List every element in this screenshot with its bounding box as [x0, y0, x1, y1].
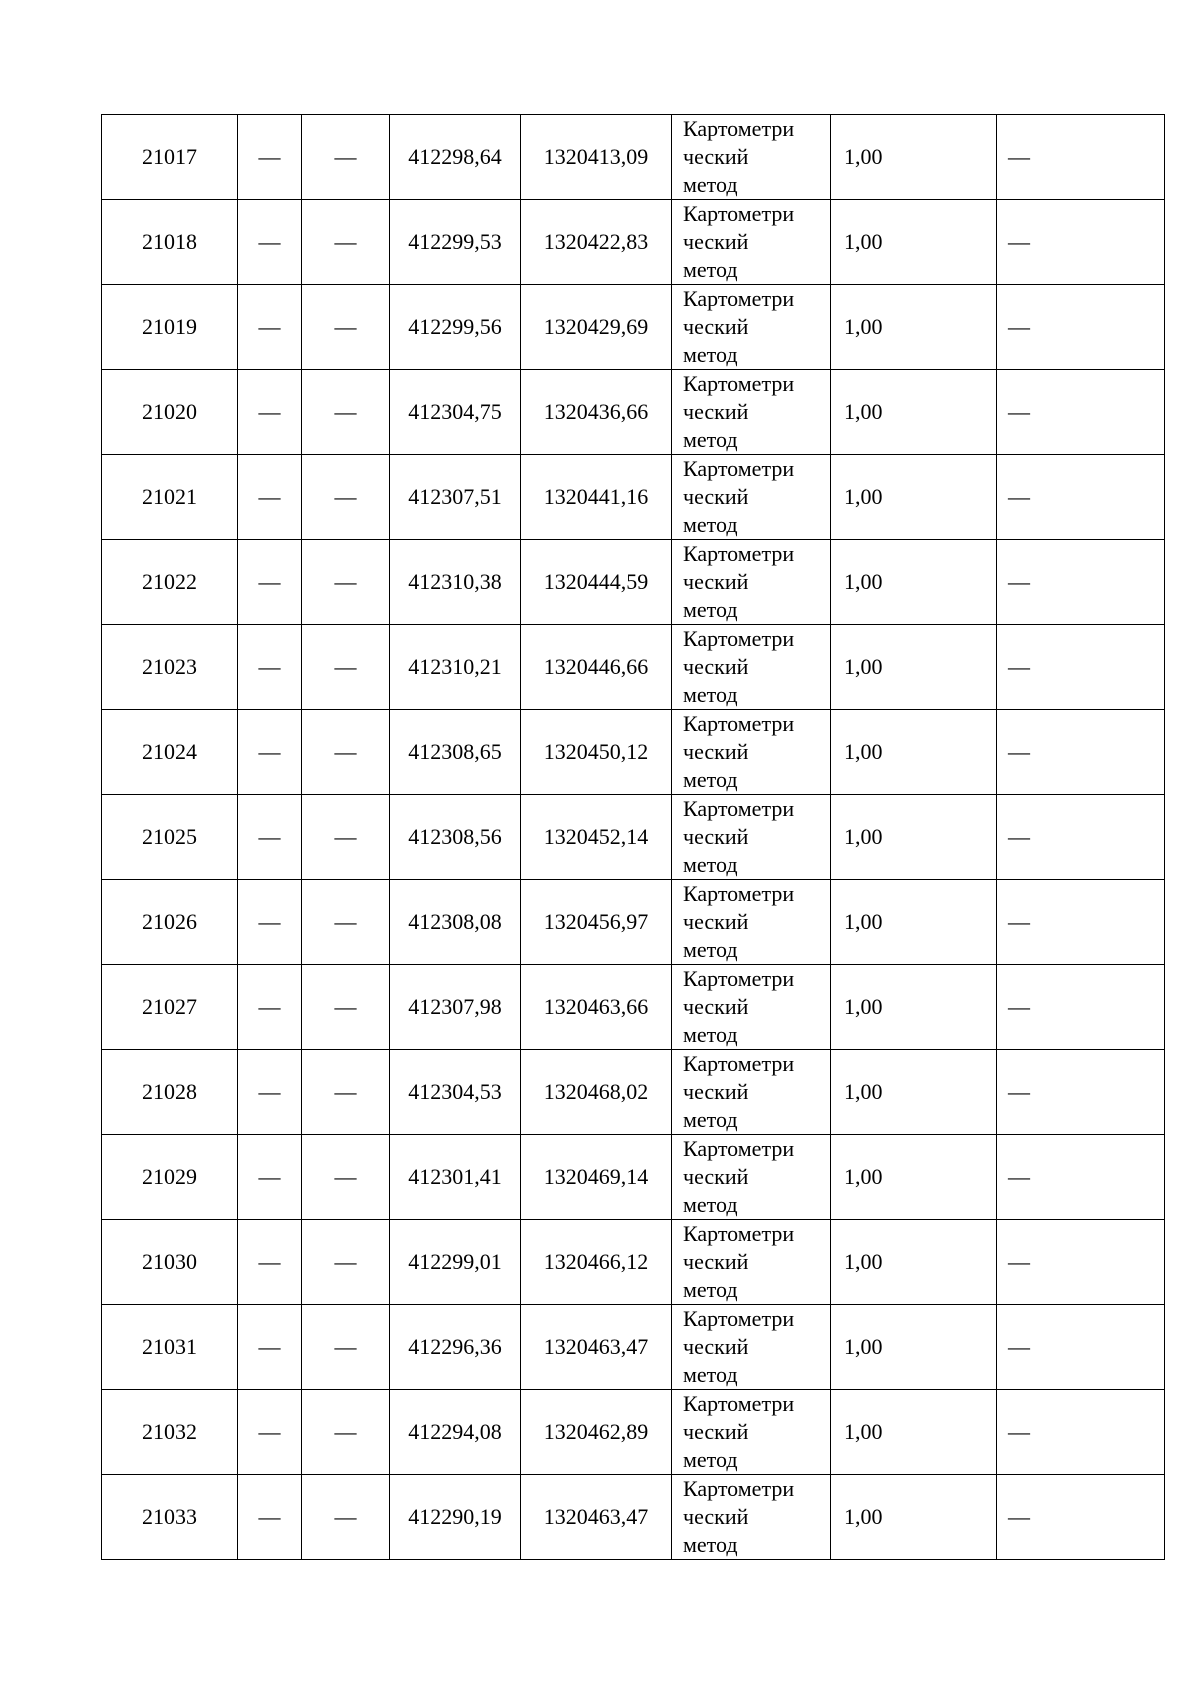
- method-line: метод: [683, 512, 738, 537]
- table-row: [102, 1135, 1165, 1220]
- method-line: Картометри: [683, 286, 795, 311]
- description-cell: —: [997, 965, 1165, 1050]
- point-number-cell: 21028: [102, 1050, 238, 1135]
- method-cell: [672, 965, 831, 1050]
- table-body: [102, 115, 1165, 1560]
- method-line: Картометри: [683, 881, 795, 906]
- method-line: Картометри: [683, 796, 795, 821]
- method-line: метод: [683, 682, 738, 707]
- x-coordinate-cell: 412307,51: [390, 455, 521, 540]
- point-number-cell: 21032: [102, 1390, 238, 1475]
- empty-dash-cell: —: [238, 455, 302, 540]
- empty-dash-cell: —: [238, 1475, 302, 1560]
- x-coordinate-cell: 412308,08: [390, 880, 521, 965]
- x-coordinate-cell: 412308,56: [390, 795, 521, 880]
- accuracy-cell: 1,00: [831, 370, 997, 455]
- table-row: [102, 1475, 1165, 1560]
- y-coordinate-cell: 1320452,14: [521, 795, 672, 880]
- table-row: [102, 625, 1165, 710]
- y-coordinate-cell: 1320466,12: [521, 1220, 672, 1305]
- x-coordinate-cell: 412308,65: [390, 710, 521, 795]
- empty-dash-cell: —: [302, 1135, 390, 1220]
- method-line: метод: [683, 257, 738, 282]
- table-row: [102, 115, 1165, 200]
- x-coordinate-cell: 412298,64: [390, 115, 521, 200]
- accuracy-cell: 1,00: [831, 1050, 997, 1135]
- empty-dash-cell: —: [302, 370, 390, 455]
- point-number-cell: 21024: [102, 710, 238, 795]
- method-line: ческий: [683, 399, 749, 424]
- method-line: Картометри: [683, 1136, 795, 1161]
- description-cell: —: [997, 455, 1165, 540]
- method-line: Картометри: [683, 371, 795, 396]
- point-number-cell: 21023: [102, 625, 238, 710]
- point-number-cell: 21017: [102, 115, 238, 200]
- method-line: Картометри: [683, 1476, 795, 1501]
- method-line: Картометри: [683, 626, 795, 651]
- method-cell: [672, 370, 831, 455]
- point-number-cell: 21025: [102, 795, 238, 880]
- method-line: Картометри: [683, 201, 795, 226]
- table-row: [102, 200, 1165, 285]
- method-cell: [672, 625, 831, 710]
- method-line: Картометри: [683, 541, 795, 566]
- accuracy-cell: 1,00: [831, 540, 997, 625]
- point-number-cell: 21022: [102, 540, 238, 625]
- method-line: ческий: [683, 994, 749, 1019]
- method-line: ческий: [683, 1334, 749, 1359]
- table-row: [102, 540, 1165, 625]
- coordinates-table: [101, 114, 1165, 1560]
- method-line: ческий: [683, 1419, 749, 1444]
- x-coordinate-cell: 412296,36: [390, 1305, 521, 1390]
- y-coordinate-cell: 1320450,12: [521, 710, 672, 795]
- empty-dash-cell: —: [302, 965, 390, 1050]
- empty-dash-cell: —: [238, 370, 302, 455]
- method-line: Картометри: [683, 1051, 795, 1076]
- y-coordinate-cell: 1320441,16: [521, 455, 672, 540]
- accuracy-cell: 1,00: [831, 1220, 997, 1305]
- x-coordinate-cell: 412301,41: [390, 1135, 521, 1220]
- method-line: ческий: [683, 654, 749, 679]
- x-coordinate-cell: 412299,01: [390, 1220, 521, 1305]
- method-line: ческий: [683, 144, 749, 169]
- empty-dash-cell: —: [302, 200, 390, 285]
- y-coordinate-cell: 1320463,47: [521, 1305, 672, 1390]
- method-line: метод: [683, 1362, 738, 1387]
- method-line: ческий: [683, 1079, 749, 1104]
- empty-dash-cell: —: [302, 1305, 390, 1390]
- method-line: ческий: [683, 569, 749, 594]
- table-row: [102, 1305, 1165, 1390]
- point-number-cell: 21033: [102, 1475, 238, 1560]
- x-coordinate-cell: 412310,38: [390, 540, 521, 625]
- method-line: метод: [683, 342, 738, 367]
- method-cell: [672, 540, 831, 625]
- empty-dash-cell: —: [238, 965, 302, 1050]
- table-row: [102, 370, 1165, 455]
- accuracy-cell: 1,00: [831, 965, 997, 1050]
- point-number-cell: 21020: [102, 370, 238, 455]
- empty-dash-cell: —: [238, 795, 302, 880]
- empty-dash-cell: —: [238, 285, 302, 370]
- method-line: метод: [683, 1532, 738, 1557]
- method-cell: [672, 710, 831, 795]
- table-row: [102, 795, 1165, 880]
- method-line: метод: [683, 937, 738, 962]
- point-number-cell: 21019: [102, 285, 238, 370]
- empty-dash-cell: —: [238, 880, 302, 965]
- description-cell: —: [997, 795, 1165, 880]
- empty-dash-cell: —: [238, 1135, 302, 1220]
- description-cell: —: [997, 370, 1165, 455]
- accuracy-cell: 1,00: [831, 1305, 997, 1390]
- empty-dash-cell: —: [238, 1050, 302, 1135]
- empty-dash-cell: —: [302, 1475, 390, 1560]
- accuracy-cell: 1,00: [831, 285, 997, 370]
- empty-dash-cell: —: [302, 625, 390, 710]
- method-cell: [672, 1390, 831, 1475]
- x-coordinate-cell: 412290,19: [390, 1475, 521, 1560]
- point-number-cell: 21029: [102, 1135, 238, 1220]
- method-line: метод: [683, 1447, 738, 1472]
- table-row: [102, 965, 1165, 1050]
- table-row: [102, 710, 1165, 795]
- method-line: ческий: [683, 1504, 749, 1529]
- y-coordinate-cell: 1320436,66: [521, 370, 672, 455]
- y-coordinate-cell: 1320456,97: [521, 880, 672, 965]
- description-cell: —: [997, 285, 1165, 370]
- method-line: ческий: [683, 484, 749, 509]
- empty-dash-cell: —: [238, 1220, 302, 1305]
- description-cell: —: [997, 1475, 1165, 1560]
- description-cell: —: [997, 1220, 1165, 1305]
- empty-dash-cell: —: [238, 115, 302, 200]
- x-coordinate-cell: 412299,53: [390, 200, 521, 285]
- method-line: метод: [683, 767, 738, 792]
- method-line: метод: [683, 597, 738, 622]
- method-cell: [672, 115, 831, 200]
- empty-dash-cell: —: [238, 710, 302, 795]
- method-cell: [672, 1220, 831, 1305]
- empty-dash-cell: —: [238, 625, 302, 710]
- method-line: метод: [683, 172, 738, 197]
- table-row: [102, 880, 1165, 965]
- empty-dash-cell: —: [302, 795, 390, 880]
- method-line: метод: [683, 852, 738, 877]
- method-line: Картометри: [683, 116, 795, 141]
- method-cell: [672, 1475, 831, 1560]
- empty-dash-cell: —: [302, 1050, 390, 1135]
- method-cell: [672, 880, 831, 965]
- method-line: метод: [683, 1022, 738, 1047]
- y-coordinate-cell: 1320469,14: [521, 1135, 672, 1220]
- method-line: ческий: [683, 1249, 749, 1274]
- y-coordinate-cell: 1320463,66: [521, 965, 672, 1050]
- method-line: ческий: [683, 909, 749, 934]
- method-line: ческий: [683, 1164, 749, 1189]
- method-line: метод: [683, 1107, 738, 1132]
- method-line: Картометри: [683, 966, 795, 991]
- empty-dash-cell: —: [302, 455, 390, 540]
- description-cell: —: [997, 880, 1165, 965]
- empty-dash-cell: —: [238, 200, 302, 285]
- point-number-cell: 21018: [102, 200, 238, 285]
- method-line: ческий: [683, 314, 749, 339]
- point-number-cell: 21026: [102, 880, 238, 965]
- method-line: Картометри: [683, 1306, 795, 1331]
- x-coordinate-cell: 412304,75: [390, 370, 521, 455]
- accuracy-cell: 1,00: [831, 880, 997, 965]
- y-coordinate-cell: 1320462,89: [521, 1390, 672, 1475]
- description-cell: —: [997, 200, 1165, 285]
- x-coordinate-cell: 412304,53: [390, 1050, 521, 1135]
- x-coordinate-cell: 412307,98: [390, 965, 521, 1050]
- point-number-cell: 21031: [102, 1305, 238, 1390]
- accuracy-cell: 1,00: [831, 795, 997, 880]
- description-cell: —: [997, 1390, 1165, 1475]
- description-cell: —: [997, 625, 1165, 710]
- empty-dash-cell: —: [238, 1305, 302, 1390]
- accuracy-cell: 1,00: [831, 455, 997, 540]
- y-coordinate-cell: 1320429,69: [521, 285, 672, 370]
- empty-dash-cell: —: [302, 1390, 390, 1475]
- empty-dash-cell: —: [302, 115, 390, 200]
- table-row: [102, 455, 1165, 540]
- method-cell: [672, 200, 831, 285]
- table-row: [102, 1050, 1165, 1135]
- method-cell: [672, 285, 831, 370]
- method-cell: [672, 455, 831, 540]
- method-cell: [672, 1305, 831, 1390]
- x-coordinate-cell: 412294,08: [390, 1390, 521, 1475]
- method-line: ческий: [683, 824, 749, 849]
- method-line: метод: [683, 1192, 738, 1217]
- accuracy-cell: 1,00: [831, 1475, 997, 1560]
- x-coordinate-cell: 412299,56: [390, 285, 521, 370]
- description-cell: —: [997, 1135, 1165, 1220]
- table-row: [102, 285, 1165, 370]
- description-cell: —: [997, 540, 1165, 625]
- method-line: Картометри: [683, 1221, 795, 1246]
- method-line: Картометри: [683, 1391, 795, 1416]
- accuracy-cell: 1,00: [831, 1135, 997, 1220]
- empty-dash-cell: —: [302, 880, 390, 965]
- x-coordinate-cell: 412310,21: [390, 625, 521, 710]
- method-line: Картометри: [683, 711, 795, 736]
- description-cell: —: [997, 1305, 1165, 1390]
- accuracy-cell: 1,00: [831, 115, 997, 200]
- method-cell: [672, 1135, 831, 1220]
- method-line: метод: [683, 427, 738, 452]
- y-coordinate-cell: 1320446,66: [521, 625, 672, 710]
- y-coordinate-cell: 1320413,09: [521, 115, 672, 200]
- y-coordinate-cell: 1320444,59: [521, 540, 672, 625]
- method-cell: [672, 795, 831, 880]
- empty-dash-cell: —: [302, 710, 390, 795]
- y-coordinate-cell: 1320463,47: [521, 1475, 672, 1560]
- empty-dash-cell: —: [302, 540, 390, 625]
- point-number-cell: 21027: [102, 965, 238, 1050]
- y-coordinate-cell: 1320468,02: [521, 1050, 672, 1135]
- y-coordinate-cell: 1320422,83: [521, 200, 672, 285]
- empty-dash-cell: —: [302, 1220, 390, 1305]
- description-cell: —: [997, 115, 1165, 200]
- empty-dash-cell: —: [238, 1390, 302, 1475]
- accuracy-cell: 1,00: [831, 1390, 997, 1475]
- accuracy-cell: 1,00: [831, 710, 997, 795]
- table-row: [102, 1390, 1165, 1475]
- empty-dash-cell: —: [302, 285, 390, 370]
- point-number-cell: 21030: [102, 1220, 238, 1305]
- description-cell: —: [997, 1050, 1165, 1135]
- method-line: ческий: [683, 229, 749, 254]
- method-line: ческий: [683, 739, 749, 764]
- point-number-cell: 21021: [102, 455, 238, 540]
- accuracy-cell: 1,00: [831, 625, 997, 710]
- method-cell: [672, 1050, 831, 1135]
- table-row: [102, 1220, 1165, 1305]
- empty-dash-cell: —: [238, 540, 302, 625]
- method-line: метод: [683, 1277, 738, 1302]
- accuracy-cell: 1,00: [831, 200, 997, 285]
- description-cell: —: [997, 710, 1165, 795]
- method-line: Картометри: [683, 456, 795, 481]
